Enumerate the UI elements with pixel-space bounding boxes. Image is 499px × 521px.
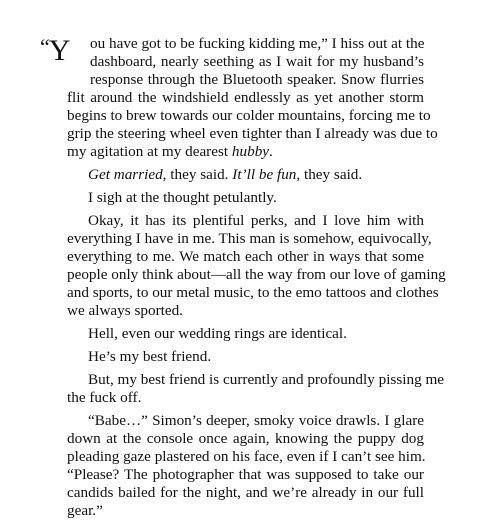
paragraph-7-line-1: But, my best friend is currently and profoundly pissing me: [88, 371, 445, 388]
paragraph-4-line-4: people only think about—all the way from our love of gaming: [67, 266, 446, 283]
paragraph-5: Hell, even our wedding rings are identical.: [88, 325, 347, 342]
paragraph-4-line-5: and sports, to our metal music, to the emo tattoos and clothes: [67, 284, 439, 301]
itll-be-fun-italic: It’ll be fun,: [232, 166, 301, 183]
paragraph-1-line-2: dashboard, nearly seething as I wait for my husband’s: [90, 53, 424, 70]
paragraph-1-line-3: response through the Bluetooth speaker. Snow flurries: [90, 71, 424, 88]
paragraph-8-line-4: “Please? The photographer that was supposed to take our: [67, 466, 424, 483]
paragraph-8-line-1: “Babe…” Simon’s deeper, smoky voice drawls. I glare: [88, 412, 424, 429]
paragraph-1-line-5: begins to brew towards our colder mountains, forcing me to: [67, 107, 431, 124]
paragraph-3: I sigh at the thought petulantly.: [88, 189, 277, 206]
paragraph-8-line-3: pleading gaze plastered on his face, even if I can’t see him.: [67, 448, 426, 465]
paragraph-1-line-4: flit around the windshield endlessly as yet another storm: [67, 89, 424, 106]
paragraph-8-line-5: candids bailed for the night, and we’re already in our full: [67, 484, 424, 501]
paragraph-4-line-1: Okay, it has its plentiful perks, and I love him with: [88, 212, 424, 229]
paragraph-4-line-3: everything to me. We match each other in ways that some: [67, 248, 424, 265]
drop-cap: [40, 32, 70, 66]
paragraph-8-line-2: down at the console once again, knowing the puppy dog: [67, 430, 424, 447]
paragraph-1-line-7-text: my agitation at my dearest: [67, 143, 232, 160]
paragraph-7-line-2: the fuck off.: [67, 389, 142, 406]
hubby-italic: hubby: [231, 143, 270, 160]
paragraph-4-line-2: everything I have in me. This man is somehow, equivocally,: [67, 230, 432, 247]
paragraph-4-line-6: we always sported.: [67, 302, 183, 319]
get-married-italic: Get married,: [88, 166, 167, 183]
drop-cap-quote: “: [40, 34, 49, 59]
paragraph-1-line-7: [67, 143, 424, 161]
paragraph-1-line-6: grip the steering wheel even tighter than I already was due to: [67, 125, 438, 142]
paragraph-2-text-2: they said.: [300, 166, 363, 183]
paragraph-6: He’s my best friend.: [88, 348, 212, 365]
paragraph-1-line-1: ou have got to be fucking kidding me,” I hiss out at the: [90, 35, 425, 52]
paragraph-8-line-6: gear.”: [67, 502, 103, 519]
paragraph-2: [88, 166, 424, 184]
drop-cap-letter: Y: [48, 34, 71, 67]
paragraph-2-text-1: they said.: [166, 166, 233, 183]
paragraph-1-period: .: [269, 143, 273, 160]
